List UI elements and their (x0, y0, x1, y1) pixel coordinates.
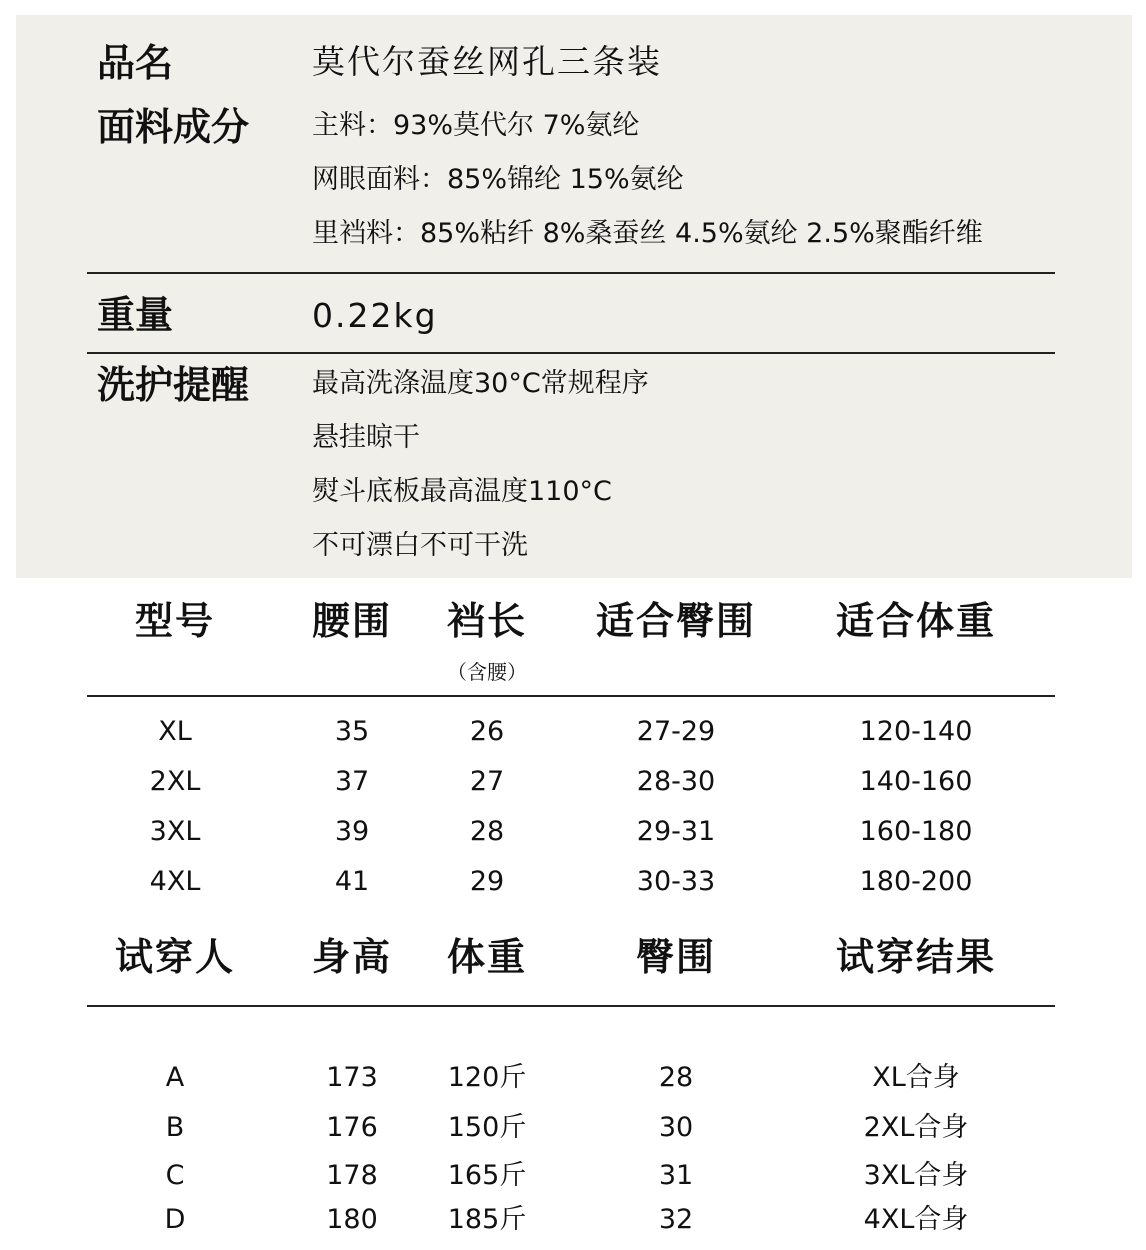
size-cell-waist: 35 (334, 716, 370, 747)
weight-value: 0.22kg (312, 296, 438, 335)
care-line-dry: 悬挂晾干 (312, 422, 420, 453)
care-instructions-label: 洗护提醒 (97, 363, 250, 407)
care-line-bleach: 不可漂白不可干洗 (312, 530, 528, 561)
size-cell-crotch: 29 (469, 866, 505, 897)
fit-cell-tester: A (165, 1062, 185, 1093)
fit-cell-hip: 28 (658, 1062, 694, 1093)
size-cell-weight: 160-180 (859, 816, 973, 847)
size-cell-weight: 140-160 (859, 766, 973, 797)
size-cell-crotch: 28 (469, 816, 505, 847)
fit-cell-hip: 32 (658, 1204, 694, 1235)
size-header-crotch: 裆长 (446, 599, 528, 643)
product-name-value: 莫代尔蚕丝网孔三条装 (312, 42, 662, 81)
size-cell-model: 4XL (149, 866, 201, 897)
fabric-line-mesh: 网眼面料：85%锦纶 15%氨纶 (312, 164, 684, 195)
size-table-divider (87, 695, 1055, 697)
fit-cell-height: 176 (326, 1112, 378, 1143)
size-cell-waist: 39 (334, 816, 370, 847)
fabric-composition-label: 面料成分 (97, 105, 250, 149)
info-divider-2 (87, 352, 1055, 354)
table-row (0, 1111, 1146, 1145)
fit-header-height: 身高 (311, 935, 393, 979)
care-line-iron: 熨斗底板最高温度110°C (312, 476, 612, 507)
size-cell-crotch: 26 (469, 716, 505, 747)
info-divider-1 (87, 272, 1055, 274)
table-row (0, 715, 1146, 749)
size-cell-weight: 120-140 (859, 716, 973, 747)
care-line-wash: 最高洗涤温度30°C常规程序 (312, 368, 649, 399)
size-header-waist: 腰围 (311, 599, 393, 643)
size-cell-model: 3XL (149, 816, 201, 847)
fit-cell-tester: B (165, 1112, 185, 1143)
table-row (0, 1203, 1146, 1237)
fit-cell-tester: D (164, 1204, 186, 1235)
fit-cell-result: 2XL合身 (863, 1112, 969, 1143)
size-cell-hip: 27-29 (636, 716, 716, 747)
fit-table-divider (87, 1005, 1055, 1007)
fit-cell-hip: 30 (658, 1112, 694, 1143)
table-row (0, 765, 1146, 799)
fabric-line-main: 主料：93%莫代尔 7%氨纶 (312, 110, 640, 141)
size-cell-model: 2XL (149, 766, 201, 797)
fit-header-weight: 体重 (446, 935, 528, 979)
fit-cell-weight: 185斤 (447, 1204, 527, 1235)
fit-header-hip: 臀围 (635, 935, 717, 979)
fit-cell-tester: C (165, 1160, 185, 1191)
fit-cell-weight: 165斤 (447, 1160, 527, 1191)
fit-cell-height: 180 (326, 1204, 378, 1235)
product-name-label: 品名 (97, 41, 174, 85)
fit-cell-weight: 120斤 (447, 1062, 527, 1093)
weight-label: 重量 (97, 293, 174, 337)
size-cell-model: XL (158, 716, 192, 747)
fit-header-result: 试穿结果 (835, 935, 997, 979)
fit-cell-height: 178 (326, 1160, 378, 1191)
size-cell-hip: 30-33 (636, 866, 716, 897)
fit-cell-result: XL合身 (872, 1062, 960, 1093)
size-header-weight: 适合体重 (835, 599, 997, 643)
fit-cell-result: 3XL合身 (863, 1160, 969, 1191)
table-row (0, 1159, 1146, 1193)
size-cell-waist: 37 (334, 766, 370, 797)
size-cell-weight: 180-200 (859, 866, 973, 897)
size-header-crotch-note: （含腰） (447, 660, 527, 684)
fit-cell-weight: 150斤 (447, 1112, 527, 1143)
size-cell-crotch: 27 (469, 766, 505, 797)
fit-cell-hip: 31 (658, 1160, 694, 1191)
fit-cell-height: 173 (326, 1062, 378, 1093)
table-row (0, 815, 1146, 849)
table-row (0, 865, 1146, 899)
size-cell-waist: 41 (334, 866, 370, 897)
table-row (0, 1061, 1146, 1095)
size-header-model: 型号 (134, 599, 216, 643)
size-cell-hip: 29-31 (636, 816, 716, 847)
fit-header-tester: 试穿人 (114, 935, 236, 979)
size-header-hip: 适合臀围 (595, 599, 757, 643)
fabric-line-crotch: 里裆料：85%粘纤 8%桑蚕丝 4.5%氨纶 2.5%聚酯纤维 (312, 218, 983, 249)
size-cell-hip: 28-30 (636, 766, 716, 797)
fit-cell-result: 4XL合身 (863, 1204, 969, 1235)
